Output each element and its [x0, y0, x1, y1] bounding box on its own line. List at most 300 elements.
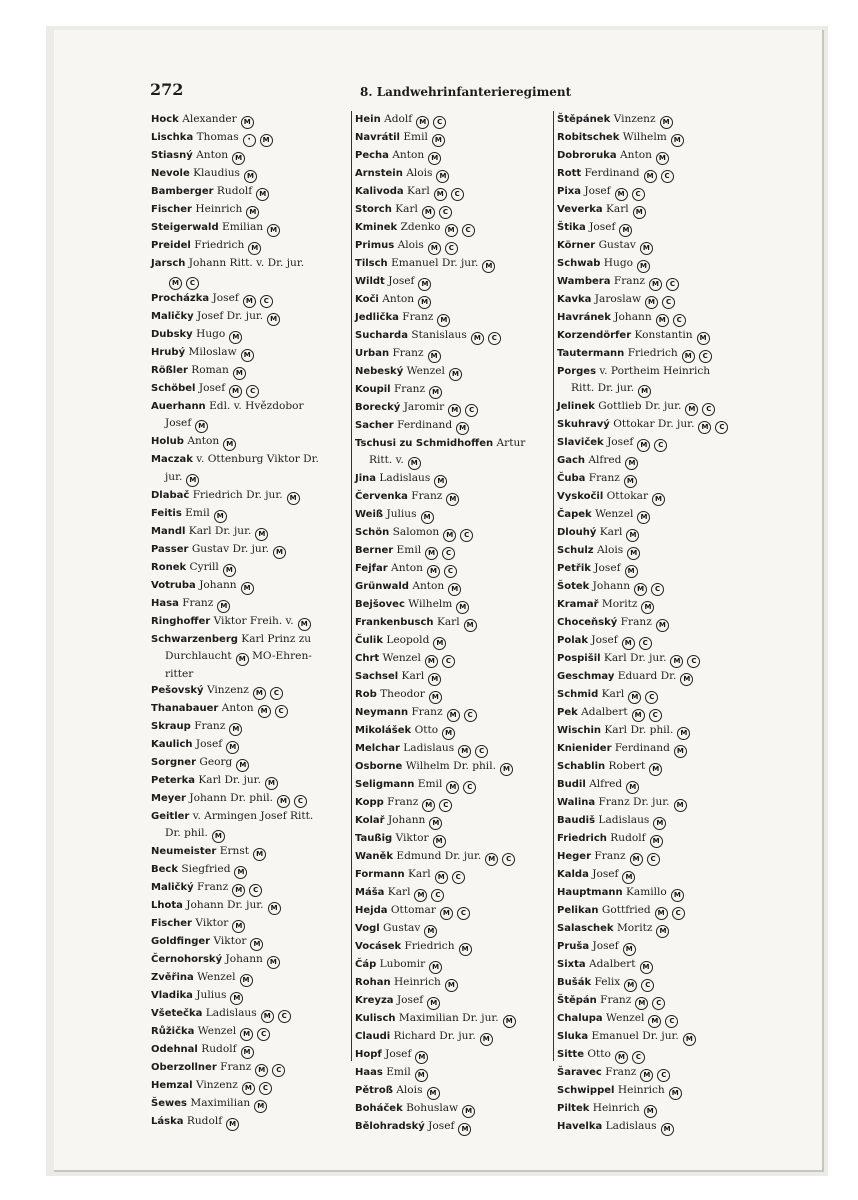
circled-m-mark: M	[408, 457, 421, 470]
entry-given-names: Franz	[182, 596, 214, 609]
entry-given-names: Emil	[386, 1066, 411, 1079]
circled-m-mark: M	[437, 314, 450, 327]
entry-given-names: Ladislaus	[403, 742, 455, 755]
roster-entry	[355, 399, 551, 417]
circled-m-mark: M	[268, 902, 281, 915]
roster-entry	[557, 902, 767, 920]
roster-entry	[557, 1046, 767, 1064]
entry-given-names: Friedrich	[627, 347, 678, 359]
entry-given-names: Gustav Dr. jur.	[191, 542, 269, 555]
roster-entry	[355, 183, 551, 201]
circled-c-mark: C	[641, 979, 654, 992]
circled-m-mark: M	[445, 224, 458, 237]
circled-m-mark: M	[236, 759, 249, 772]
roster-entry	[151, 433, 345, 451]
entry-given-names: Alfred	[588, 454, 622, 467]
circled-m-mark: M	[186, 474, 199, 487]
roster-entry	[355, 381, 551, 399]
entry-given-names: Josef	[388, 275, 415, 287]
circled-m-mark: M	[634, 583, 647, 596]
circled-c-mark: C	[465, 404, 478, 417]
circled-m-mark: M	[226, 1118, 239, 1131]
entry-given-names: Friedrich Dr. jur.	[192, 488, 283, 501]
roster-entry	[557, 884, 767, 902]
entry-given-names: Wenzel	[595, 508, 634, 521]
entry-surname: Slaviček	[557, 437, 604, 449]
circled-m-mark: M	[241, 582, 254, 595]
entry-surname: Čapek	[557, 509, 592, 521]
roster-entry	[151, 344, 345, 362]
roster-entry	[151, 772, 345, 790]
circled-m-mark: M	[640, 1069, 653, 1082]
entry-given-names: ritter	[165, 667, 194, 680]
roster-entry	[557, 812, 767, 830]
entry-surname: Vocásek	[355, 941, 402, 953]
entry-given-names: Johann	[387, 814, 426, 827]
entry-given-names: Alois	[406, 167, 433, 179]
entry-given-names: Karl	[408, 868, 431, 881]
circled-m-mark: M	[485, 853, 498, 866]
circled-c-mark: C	[452, 871, 465, 884]
entry-given-names: Anton	[382, 293, 415, 305]
circled-m-mark: M	[638, 385, 651, 398]
circled-m-mark: M	[229, 331, 242, 344]
entry-surname: Budil	[557, 779, 586, 791]
roster-entry	[151, 861, 345, 879]
circled-m-mark: M	[427, 565, 440, 578]
entry-continuation-line	[151, 415, 345, 433]
circled-m-mark: M	[230, 992, 243, 1005]
entry-given-names: Viktor	[213, 935, 247, 948]
roster-entry	[151, 790, 345, 808]
roster-entry	[557, 129, 767, 147]
circled-m-mark: M	[674, 799, 687, 812]
roster-entry	[151, 951, 345, 969]
entry-surname: Borecký	[355, 402, 401, 413]
entry-surname: Petřik	[557, 563, 591, 575]
circled-c-mark: C	[257, 1028, 270, 1041]
entry-given-names: Wenzel	[197, 971, 236, 984]
circled-m-mark: M	[265, 777, 278, 790]
circled-m-mark: M	[223, 438, 236, 451]
entry-surname: Bušák	[557, 977, 592, 989]
entry-given-names: Alfred	[589, 778, 623, 791]
entry-given-names: Gustav	[598, 239, 636, 251]
circled-m-mark: M	[630, 853, 643, 866]
circled-c-mark: C	[652, 997, 665, 1010]
entry-surname: Skuhravý	[557, 419, 610, 431]
entry-given-names: Josef	[428, 1120, 455, 1133]
roster-entry	[355, 165, 551, 183]
entry-continuation-line	[151, 469, 345, 487]
roster-entry	[151, 505, 345, 523]
circled-m-mark: M	[449, 368, 462, 381]
circled-m-mark: M	[445, 979, 458, 992]
entry-surname: Červenka	[355, 491, 408, 503]
entry-given-names: Franz	[197, 881, 229, 894]
roster-entry	[355, 111, 551, 129]
roster-entry	[355, 740, 551, 758]
circled-m-mark: M	[448, 583, 461, 596]
circled-c-mark: C	[687, 655, 700, 668]
entry-given-names: Miloslaw	[188, 346, 237, 359]
circled-c-mark: C	[275, 705, 288, 718]
entry-surname: Kminek	[355, 222, 398, 233]
entry-surname: Bejšovec	[355, 599, 405, 611]
circled-m-mark: M	[685, 403, 698, 416]
roster-entry	[557, 363, 767, 380]
entry-surname: Wambera	[557, 276, 611, 287]
circled-m-mark: M	[433, 835, 446, 848]
roster-entry	[557, 452, 767, 470]
roster-entry	[557, 596, 767, 614]
entry-given-names: Wilhelm Dr. phil.	[405, 760, 496, 773]
roster-entry	[355, 524, 551, 542]
entry-surname: Kalda	[557, 869, 589, 881]
roster-entry	[557, 974, 767, 992]
roster-entry	[557, 309, 767, 327]
entry-given-names: Friedrich	[404, 940, 455, 953]
entry-surname: Preidel	[151, 240, 191, 251]
circled-m-mark: M	[458, 1123, 471, 1136]
entry-surname: Claudi	[355, 1031, 391, 1043]
entry-given-names: Emil	[403, 131, 428, 143]
circled-c-mark: C	[462, 224, 475, 237]
entry-given-names: Adolf	[384, 113, 413, 125]
circled-dot-mark: ·	[243, 134, 256, 147]
roster-entry	[355, 704, 551, 722]
circled-m-mark: M	[464, 619, 477, 632]
circled-m-mark: M	[683, 1033, 696, 1046]
circled-m-mark: M	[415, 1051, 428, 1064]
entry-surname: Geschmay	[557, 671, 615, 683]
entry-given-names: Wenzel	[197, 1025, 237, 1038]
entry-surname: Dlouhý	[557, 527, 597, 539]
circled-m-mark: M	[660, 116, 673, 129]
entry-surname: Rott	[557, 168, 582, 179]
entry-surname: Hemzal	[151, 1080, 193, 1092]
circled-m-mark: M	[429, 691, 442, 704]
roster-entry	[355, 578, 551, 596]
entry-given-names: Josef	[165, 417, 192, 430]
entry-given-names: Karl	[599, 526, 623, 539]
circled-c-mark: C	[272, 1064, 285, 1077]
roster-entry	[557, 722, 767, 740]
entry-given-names: Josef	[195, 738, 223, 751]
circled-m-mark: M	[244, 170, 257, 183]
entry-surname: Sluka	[557, 1031, 589, 1043]
entry-surname: Gach	[557, 455, 586, 467]
roster-entry	[355, 794, 551, 812]
entry-given-names: Franz	[600, 994, 632, 1007]
roster-entry	[151, 718, 345, 736]
entry-given-names: Karl Dr. jur.	[198, 774, 261, 787]
entry-surname: Mandl	[151, 525, 186, 537]
circled-c-mark: C	[665, 1015, 678, 1028]
circled-c-mark: C	[672, 907, 685, 920]
column-divider-right	[553, 111, 554, 1061]
circled-m-mark: M	[232, 920, 245, 933]
roster-entry	[151, 219, 345, 237]
entry-surname: Pelikan	[557, 905, 599, 917]
entry-given-names: Karl Dr. jur.	[188, 524, 252, 537]
entry-surname: Knienider	[557, 743, 612, 755]
entry-surname: Heger	[557, 851, 592, 863]
entry-given-names: Anton	[391, 562, 423, 575]
circled-c-mark: C	[699, 350, 712, 363]
entry-surname: Štika	[557, 222, 586, 233]
roster-entry	[151, 290, 345, 308]
circled-m-mark: M	[627, 547, 640, 560]
circled-m-mark: M	[232, 884, 245, 897]
roster-entry	[557, 740, 767, 758]
circled-c-mark: C	[666, 278, 679, 291]
entry-given-names: Felix	[594, 976, 621, 989]
entry-surname: Lischka	[151, 132, 194, 143]
circled-m-mark: M	[447, 709, 460, 722]
circled-c-mark: C	[651, 583, 664, 596]
roster-entry	[557, 920, 767, 938]
roster-entry	[557, 830, 767, 848]
entry-surname: Všetečka	[151, 1008, 203, 1020]
circled-c-mark: C	[246, 385, 259, 398]
circled-m-mark: M	[240, 974, 253, 987]
roster-entry	[355, 417, 551, 435]
roster-entry	[557, 650, 767, 668]
circled-m-mark: M	[253, 687, 266, 700]
roster-entry	[151, 541, 345, 559]
entry-given-names: Franz	[411, 706, 443, 719]
entry-given-names: Artur	[496, 437, 526, 449]
entry-surname: Storch	[355, 204, 392, 215]
entry-given-names: Franz	[393, 383, 426, 395]
circled-m-mark: M	[619, 224, 632, 237]
roster-entry	[355, 974, 551, 992]
circled-m-mark: M	[442, 727, 455, 740]
entry-surname: Chrt	[355, 653, 380, 665]
roster-entry	[151, 201, 345, 219]
entry-given-names: Ritt. Dr. jur.	[571, 382, 635, 395]
roster-entry	[557, 1082, 767, 1100]
entry-surname: Láska	[151, 1116, 184, 1128]
entry-given-names: Karl	[605, 203, 629, 215]
circled-m-mark: M	[622, 871, 635, 884]
entry-given-names: Franz Dr. jur.	[598, 796, 670, 809]
entry-surname: Urban	[355, 348, 390, 359]
entry-surname: Čáp	[355, 959, 377, 971]
roster-entry	[557, 614, 767, 632]
entry-given-names: Franz	[402, 311, 434, 323]
entry-given-names: Hugo	[196, 328, 226, 341]
entry-surname: Haas	[355, 1067, 383, 1079]
roster-entry	[557, 255, 767, 273]
circled-m-mark: M	[459, 943, 472, 956]
entry-surname: Baudiš	[557, 815, 596, 827]
roster-entry	[151, 843, 345, 861]
roster-entry	[557, 434, 767, 452]
circled-m-mark: M	[260, 134, 273, 147]
entry-given-names: Anton	[196, 149, 229, 161]
roster-entry	[557, 345, 767, 363]
roster-entry	[355, 956, 551, 974]
circled-m-mark: M	[649, 763, 662, 776]
entry-given-names: Johann	[592, 580, 631, 593]
entry-surname: Nevole	[151, 168, 190, 179]
roster-entry	[151, 595, 345, 613]
circled-m-mark: M	[671, 889, 684, 902]
entry-given-names: Vinzenz	[613, 113, 656, 125]
circled-m-mark: M	[418, 296, 431, 309]
entry-surname: Maczak	[151, 454, 193, 466]
circled-m-mark: M	[267, 956, 280, 969]
entry-given-names: Josef	[396, 994, 424, 1007]
circled-m-mark: M	[255, 528, 268, 541]
entry-surname: Steigerwald	[151, 222, 219, 233]
entry-surname: Robitschek	[557, 132, 620, 143]
circled-m-mark: M	[418, 278, 431, 291]
roster-entry	[557, 848, 767, 866]
circled-m-mark: M	[212, 830, 225, 843]
entry-given-names: Ferdinand	[397, 419, 453, 431]
entry-surname: Neymann	[355, 707, 409, 719]
entry-surname: Lhota	[151, 900, 183, 912]
roster-entry	[355, 866, 551, 884]
entry-given-names: Wilhelm	[408, 598, 453, 611]
entry-surname: Hopf	[355, 1049, 382, 1061]
column-divider-left	[351, 111, 352, 1061]
circled-m-mark: M	[429, 961, 442, 974]
entry-surname: Primus	[355, 240, 395, 251]
entry-surname: Weiß	[355, 509, 384, 521]
entry-given-names: Maximilian	[190, 1097, 251, 1110]
roster-entry	[151, 451, 345, 468]
entry-given-names: Jaromir	[403, 401, 445, 413]
entry-surname: Hauptmann	[557, 887, 623, 899]
circled-c-mark: C	[464, 709, 477, 722]
circled-m-mark: M	[471, 332, 484, 345]
roster-entry	[557, 1118, 767, 1136]
circled-m-mark: M	[648, 1015, 661, 1028]
entry-given-names: Robert	[608, 760, 646, 773]
circled-c-mark: C	[632, 188, 645, 201]
entry-given-names: Eduard Dr.	[617, 670, 677, 683]
entry-surname: Jelinek	[557, 401, 595, 413]
entry-surname: Piltek	[557, 1103, 590, 1115]
roster-entry	[151, 129, 345, 147]
entry-surname: Růžička	[151, 1026, 195, 1038]
entry-surname: Tschusi zu Schmidhoffen	[355, 438, 494, 449]
circled-c-mark: C	[488, 332, 501, 345]
entry-given-names: Alois	[397, 239, 424, 251]
circled-m-mark: M	[267, 313, 280, 326]
entry-given-names: Karl	[407, 185, 430, 197]
roster-entry	[151, 897, 345, 915]
circled-m-mark: M	[254, 1100, 267, 1113]
entry-surname: Rohan	[355, 977, 391, 989]
roster-entry	[151, 933, 345, 951]
entry-given-names: Josef	[592, 940, 619, 953]
entry-given-names: Franz	[594, 850, 626, 863]
entry-surname: Vogl	[355, 923, 380, 935]
circled-m-mark: M	[628, 691, 641, 704]
circled-m-mark: M	[682, 350, 695, 363]
roster-entry	[151, 111, 345, 129]
roster-entry	[151, 308, 345, 326]
entry-given-names: Ernst	[219, 845, 250, 858]
roster-entry	[355, 884, 551, 902]
entry-surname: Schön	[355, 527, 390, 539]
entry-surname: Neumeister	[151, 846, 217, 858]
circled-m-mark: M	[624, 475, 637, 488]
entry-given-names: Edmund Dr. jur.	[396, 850, 482, 863]
roster-entry	[151, 736, 345, 754]
entry-surname: Sixta	[557, 959, 586, 971]
roster-entry	[355, 147, 551, 165]
circled-m-mark: M	[626, 529, 639, 542]
roster-entry	[151, 987, 345, 1005]
entry-surname: Pětroß	[355, 1085, 393, 1097]
entry-given-names: Josef	[589, 221, 616, 233]
entry-surname: Koupil	[355, 384, 391, 395]
entry-given-names: Josef	[591, 634, 618, 647]
circled-m-mark: M	[169, 277, 182, 290]
entry-given-names: Edl. v. Hvězdobor	[209, 400, 304, 413]
circled-m-mark: M	[625, 457, 638, 470]
entry-given-names: Otto	[587, 1048, 611, 1061]
entry-given-names: Franz	[613, 275, 645, 287]
roster-entry	[151, 969, 345, 987]
roster-entry	[355, 542, 551, 560]
circled-m-mark: M	[253, 848, 266, 861]
roster-entry	[151, 237, 345, 255]
circled-m-mark: M	[229, 723, 242, 736]
circled-m-mark: M	[622, 637, 635, 650]
circled-c-mark: C	[673, 314, 686, 327]
circled-c-mark: C	[444, 565, 457, 578]
entry-surname: Máša	[355, 887, 385, 899]
circled-m-mark: M	[656, 619, 669, 632]
entry-surname: Tilsch	[355, 258, 388, 269]
circled-m-mark: M	[670, 655, 683, 668]
circled-m-mark: M	[637, 439, 650, 452]
entry-surname: Fischer	[151, 918, 192, 930]
entry-given-names: Kamillo	[625, 886, 667, 899]
circled-m-mark: M	[414, 889, 427, 902]
roster-entry	[355, 938, 551, 956]
roster-entry	[557, 1064, 767, 1082]
roster-entry	[557, 237, 767, 255]
entry-surname: Koči	[355, 294, 379, 305]
circled-c-mark: C	[475, 745, 488, 758]
circled-m-mark: M	[415, 1069, 428, 1082]
circled-m-mark: M	[456, 422, 469, 435]
entry-surname: Vyskočil	[557, 491, 604, 503]
entry-surname: Kolař	[355, 815, 385, 827]
entry-surname: Salaschek	[557, 923, 614, 935]
entry-given-names: Vinzenz	[206, 684, 249, 697]
entry-given-names: Josef	[198, 382, 226, 395]
entry-given-names: Rudolf	[186, 1115, 223, 1128]
circled-m-mark: M	[656, 314, 669, 327]
roster-entry	[557, 147, 767, 165]
circled-m-mark: M	[615, 188, 628, 201]
entry-surname: Holub	[151, 436, 184, 448]
circled-c-mark: C	[457, 907, 470, 920]
circled-m-mark: M	[698, 421, 711, 434]
roster-entry	[557, 416, 767, 434]
circled-m-mark: M	[436, 170, 449, 183]
entry-surname: Votruba	[151, 579, 196, 591]
